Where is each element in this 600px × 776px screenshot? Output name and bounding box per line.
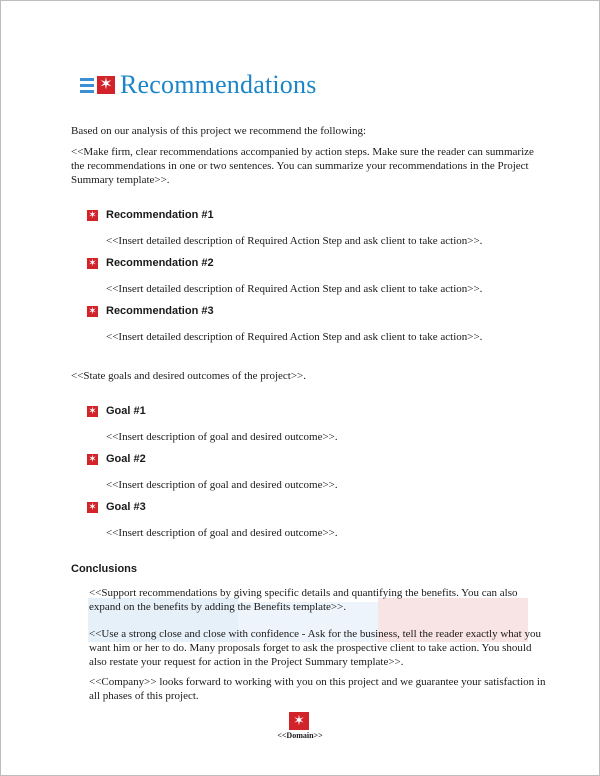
goal-heading: Goal #2 (106, 453, 146, 465)
bullet-icon: ✶ (88, 306, 97, 317)
conclusion-paragraph: <<Company>> looks forward to working with you on this project and we guarantee your satisfaction in all phases of this project. (89, 676, 546, 702)
footer-logo-icon: ✶ (289, 712, 309, 730)
recommendation-description: <<Insert detailed description of Required Action Step and ask client to take action>>. (106, 235, 483, 247)
bullet-icon: ✶ (88, 454, 97, 465)
recommendation-heading: Recommendation #1 (106, 209, 214, 221)
bullet-icon: ✶ (88, 502, 97, 513)
goals-intro-text: <<State goals and desired outcomes of the project>>. (71, 370, 306, 382)
bullet-icon: ✶ (88, 406, 97, 417)
footer-domain: <<Domain>> (277, 731, 323, 740)
conclusions-heading: Conclusions (71, 563, 138, 575)
goal-description: <<Insert description of goal and desired outcome>>. (106, 479, 338, 491)
bullet-icon: ✶ (88, 210, 97, 221)
conclusion-paragraph: <<Use a strong close and close with confidence - Ask for the business, tell the reader exactly what you want him or her to do. Many proposals forget to ask the prospective client to take action. You should also restate your request for action in the Project Summary template>>. (89, 628, 541, 668)
intro-text: Based on our analysis of this project we recommend the following: (71, 125, 367, 137)
goal-heading: Goal #3 (106, 501, 146, 513)
recommendation-description: <<Insert detailed description of Required Action Step and ask client to take action>>. (106, 283, 483, 295)
title-row (80, 70, 317, 100)
goal-heading: Goal #1 (106, 405, 146, 417)
bullet-icon: ✶ (88, 258, 97, 269)
goal-description: <<Insert description of goal and desired outcome>>. (106, 431, 338, 443)
recommendation-heading: Recommendation #3 (106, 305, 214, 317)
recommendation-heading: Recommendation #2 (106, 257, 214, 269)
conclusion-paragraph: <<Support recommendations by giving specific details and quantifying the benefits. You can also expand on the benefits by adding the Benefits template>>. (89, 587, 518, 613)
goal-description: <<Insert description of goal and desired outcome>>. (106, 527, 338, 539)
page-title: Recommendations (120, 70, 317, 99)
instruction-text: <<Make firm, clear recommendations accompanied by action steps. Make sure the reader can summarize the recommendations in one or two sentences. You can summarize your recommendations in the Project Summary template>>. (71, 146, 534, 186)
recommendation-description: <<Insert detailed description of Required Action Step and ask client to take action>>. (106, 331, 483, 343)
star-logo-icon: ✶ (80, 75, 114, 95)
